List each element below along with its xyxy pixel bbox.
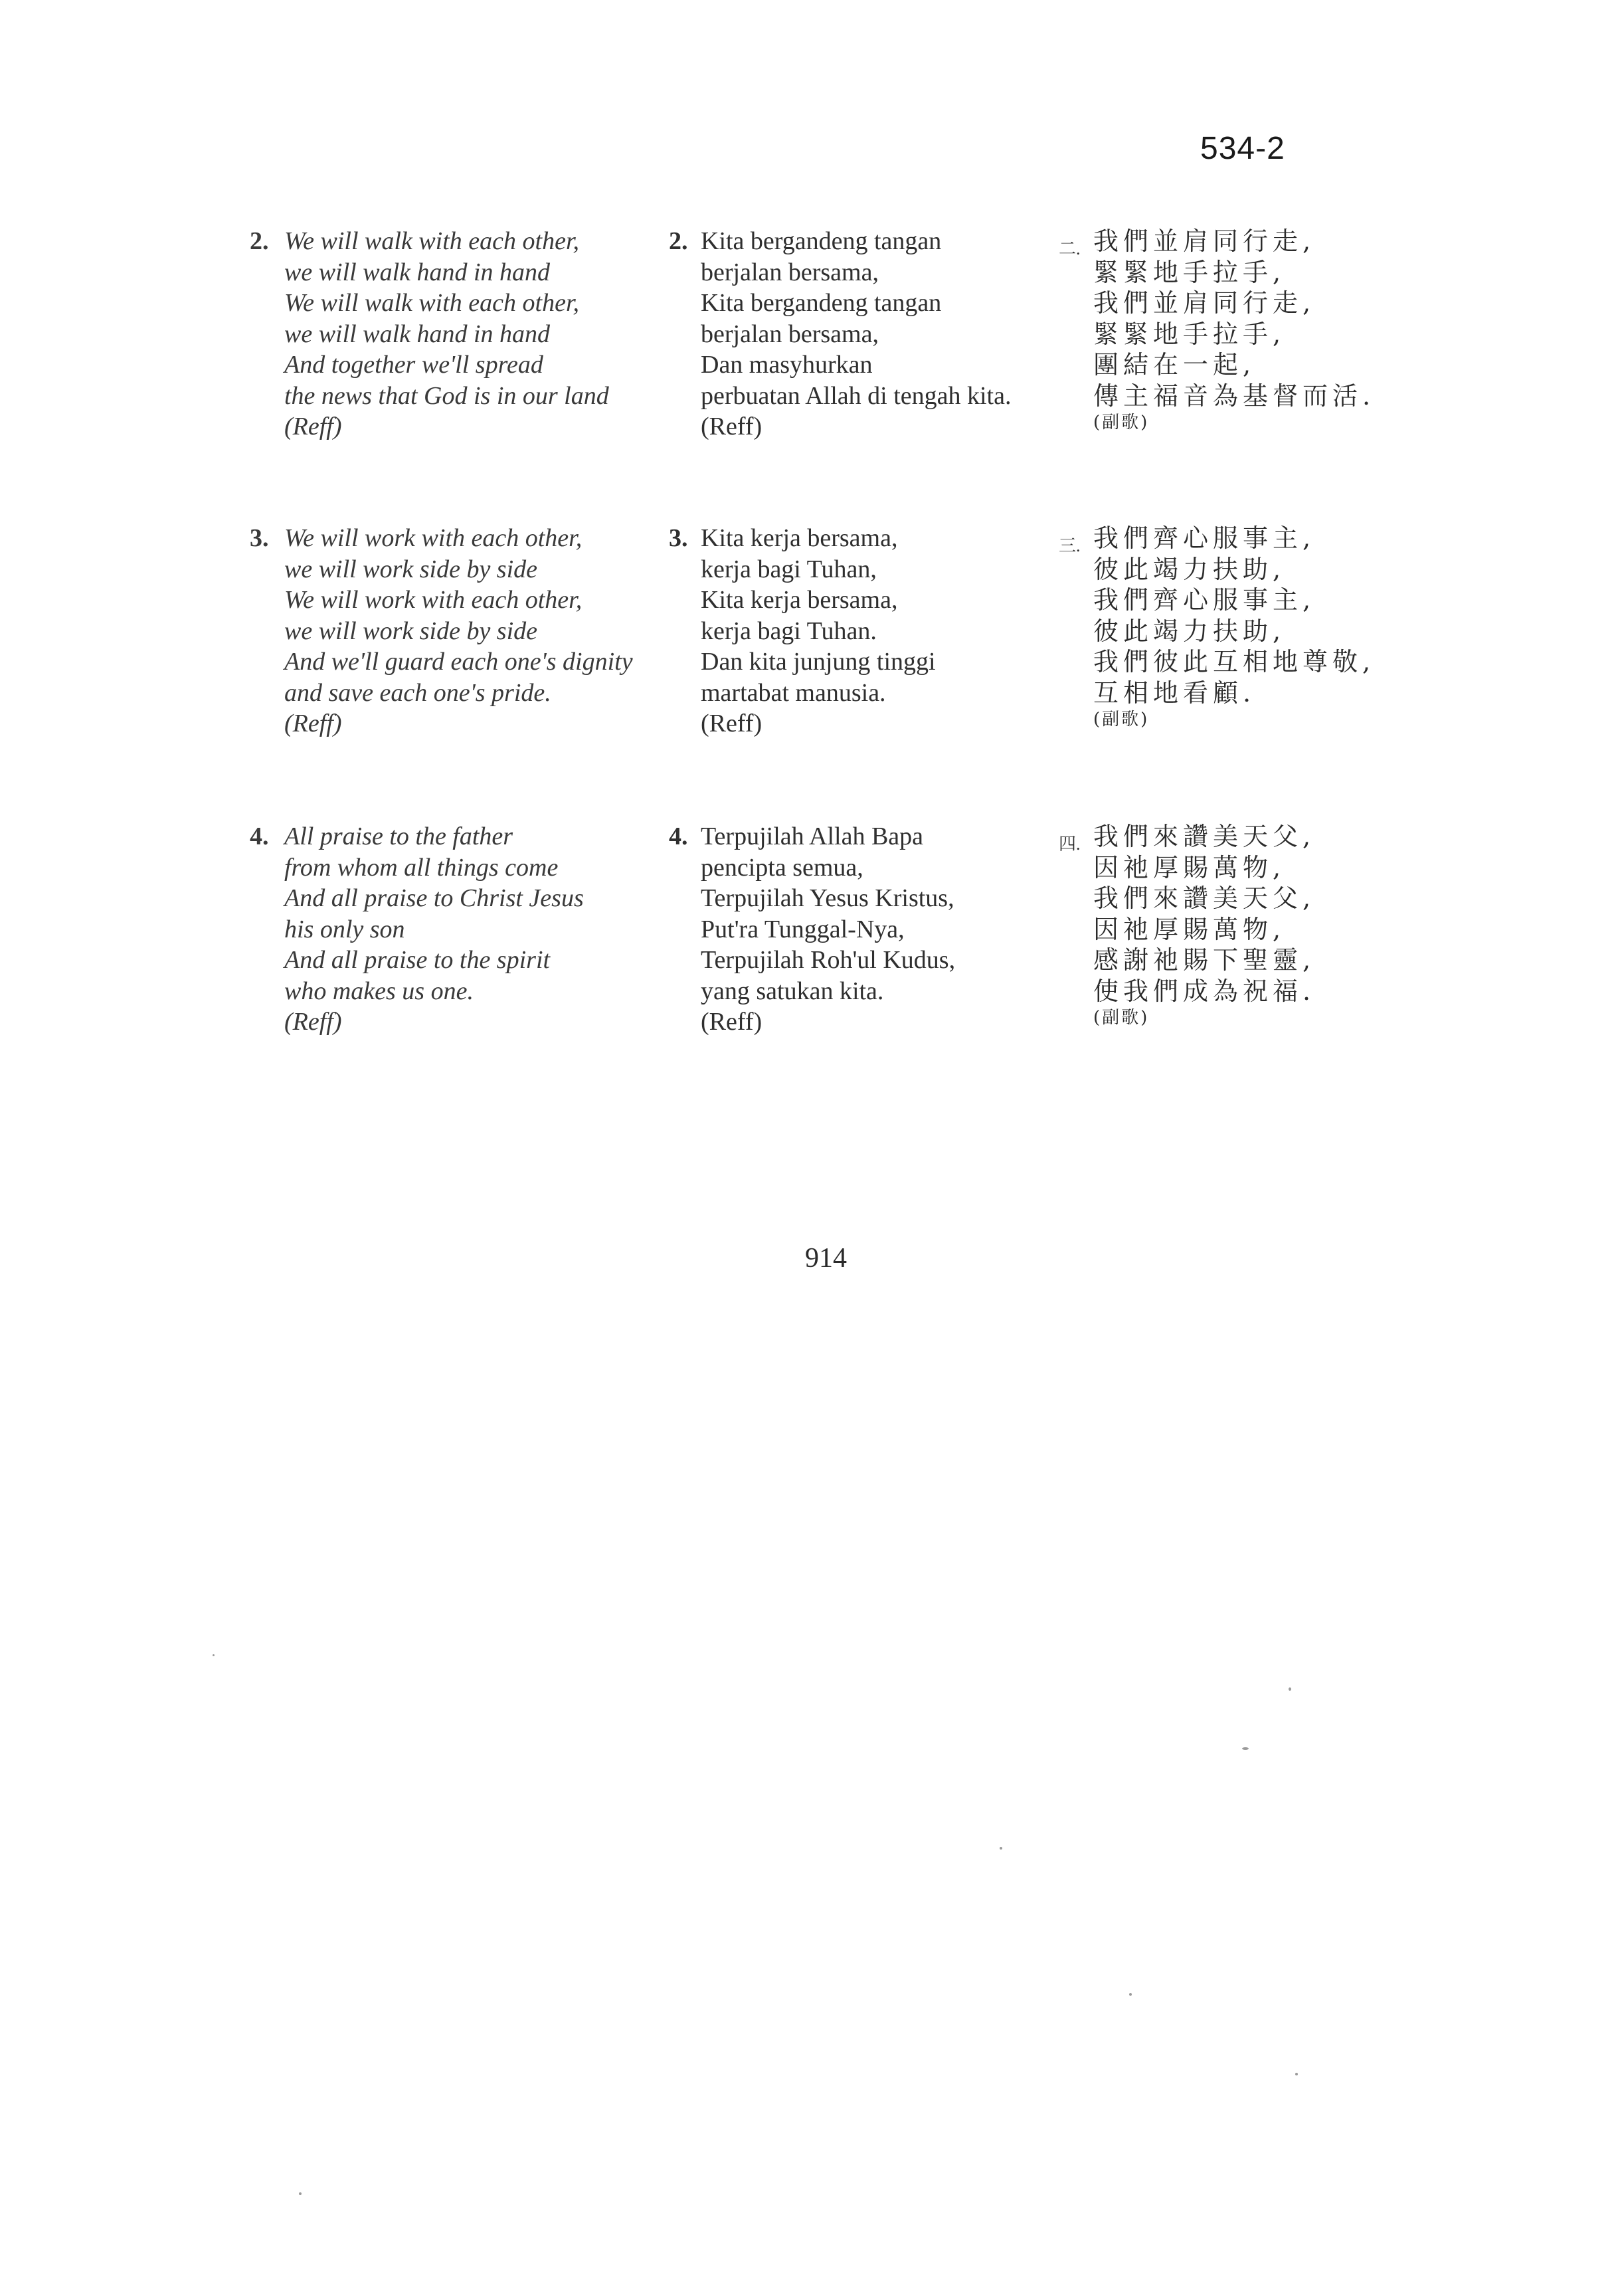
lyric-line: 使我們成為祝福. bbox=[1093, 976, 1316, 1006]
lyric-line: we will work side by side bbox=[284, 617, 538, 645]
verse-number: 3. bbox=[250, 524, 269, 552]
verse-4-english bbox=[250, 821, 584, 1038]
refrain-marker: (副歌) bbox=[1093, 1008, 1150, 1028]
lyric-line: 我們齊心服事主, bbox=[1093, 585, 1316, 615]
lyric-line: And together we'll spread bbox=[284, 351, 543, 379]
refrain-marker: (副歌) bbox=[1093, 413, 1150, 432]
scan-speck bbox=[1242, 1747, 1249, 1750]
lyric-line: And all praise to Christ Jesus bbox=[284, 884, 584, 912]
lyric-line: we will walk hand in hand bbox=[284, 320, 551, 348]
lyric-line: and save each one's pride. bbox=[284, 678, 551, 707]
lyric-line: We will work with each other, bbox=[284, 586, 583, 614]
lyric-line: kerja bagi Tuhan, bbox=[701, 555, 877, 583]
lyric-line: Terpujilah Roh'ul Kudus, bbox=[701, 946, 956, 974]
lyric-line: 我們彼此互相地尊敬, bbox=[1093, 647, 1376, 676]
verse-4-chinese bbox=[1059, 821, 1316, 1029]
lyric-line: 彼此竭力扶助, bbox=[1093, 616, 1286, 646]
verse-3-english bbox=[250, 523, 633, 739]
verse-number: 二. bbox=[1059, 239, 1081, 258]
refrain-marker: (Reff) bbox=[701, 413, 763, 440]
lyric-line: Terpujilah Allah Bapa bbox=[701, 822, 924, 850]
verse-number: 4. bbox=[250, 822, 269, 850]
lyric-line: Kita bergandeng tangan bbox=[701, 289, 942, 317]
verse-number: 2. bbox=[669, 227, 688, 255]
verse-number: 4. bbox=[669, 822, 688, 850]
refrain-marker: (Reff) bbox=[701, 1008, 763, 1036]
lyric-line: Kita kerja bersama, bbox=[701, 586, 898, 614]
verse-number: 2. bbox=[250, 227, 269, 255]
lyric-line: berjalan bersama, bbox=[701, 320, 879, 348]
lyric-line: 我們來讚美天父, bbox=[1093, 822, 1316, 851]
lyric-line: Kita bergandeng tangan bbox=[701, 227, 942, 255]
lyric-line: Kita kerja bersama, bbox=[701, 524, 898, 552]
lyric-line: we will work side by side bbox=[284, 555, 538, 583]
lyric-line: his only son bbox=[284, 915, 405, 943]
page-number: 914 bbox=[805, 1243, 847, 1274]
lyric-line: And all praise to the spirit bbox=[284, 946, 551, 974]
refrain-marker: (副歌) bbox=[1093, 710, 1150, 729]
lyric-line: berjalan bersama, bbox=[701, 258, 879, 286]
lyric-line: 我們齊心服事主, bbox=[1093, 524, 1316, 553]
lyric-line: 我們並肩同行走, bbox=[1093, 227, 1316, 256]
verse-3-indonesian bbox=[669, 523, 936, 739]
refrain-marker: (Reff) bbox=[284, 1008, 342, 1036]
lyric-line: pencipta semua, bbox=[701, 853, 863, 882]
hymn-number: 534-2 bbox=[1200, 131, 1285, 166]
lyric-line: martabat manusia. bbox=[701, 678, 886, 707]
verse-number: 3. bbox=[669, 524, 688, 552]
refrain-marker: (Reff) bbox=[284, 413, 342, 440]
scan-speck bbox=[1129, 1993, 1132, 1996]
lyric-line: 因祂厚賜萬物, bbox=[1093, 852, 1286, 882]
verse-3-chinese bbox=[1059, 523, 1376, 731]
lyric-line: 團結在一起, bbox=[1093, 350, 1256, 379]
lyric-line: who makes us one. bbox=[284, 977, 474, 1005]
lyric-line: 緊緊地手拉手, bbox=[1093, 257, 1286, 287]
lyric-line: We will work with each other, bbox=[284, 524, 583, 552]
lyric-line: 緊緊地手拉手, bbox=[1093, 319, 1286, 349]
lyric-line: All praise to the father bbox=[284, 822, 513, 850]
verse-2-chinese bbox=[1059, 226, 1376, 434]
verse-number: 四. bbox=[1059, 834, 1081, 854]
lyric-line: 互相地看顧. bbox=[1093, 678, 1256, 708]
lyric-line: perbuatan Allah di tengah kita. bbox=[701, 381, 1012, 410]
refrain-marker: (Reff) bbox=[284, 710, 342, 737]
lyric-line: we will walk hand in hand bbox=[284, 258, 551, 286]
lyric-line: We will walk with each other, bbox=[284, 289, 580, 317]
lyric-line: 我們並肩同行走, bbox=[1093, 288, 1316, 318]
lyric-line: Dan masyhurkan bbox=[701, 351, 873, 379]
lyric-line: kerja bagi Tuhan. bbox=[701, 617, 877, 645]
refrain-marker: (Reff) bbox=[701, 710, 763, 737]
lyric-line: And we'll guard each one's dignity bbox=[284, 648, 633, 676]
lyric-line: 我們來讚美天父, bbox=[1093, 884, 1316, 913]
lyric-line: Terpujilah Yesus Kristus, bbox=[701, 884, 954, 912]
lyric-line: yang satukan kita. bbox=[701, 977, 884, 1005]
lyric-line: 彼此竭力扶助, bbox=[1093, 554, 1286, 584]
lyric-line: 因祂厚賜萬物, bbox=[1093, 914, 1286, 944]
lyric-line: 傳主福音為基督而活. bbox=[1093, 381, 1376, 411]
lyric-line: Dan kita junjung tinggi bbox=[701, 648, 936, 676]
verse-number: 三. bbox=[1059, 536, 1081, 555]
verse-2-indonesian bbox=[669, 226, 1012, 442]
lyric-line: Put'ra Tunggal-Nya, bbox=[701, 915, 905, 943]
scan-speck bbox=[213, 1654, 215, 1656]
scan-speck bbox=[299, 2192, 302, 2195]
verse-2-english bbox=[250, 226, 609, 442]
lyric-line: from whom all things come bbox=[284, 853, 559, 882]
lyric-line: the news that God is in our land bbox=[284, 381, 609, 410]
scan-speck bbox=[1295, 2073, 1298, 2075]
lyric-line: 感謝祂賜下聖靈, bbox=[1093, 945, 1316, 975]
verse-4-indonesian bbox=[669, 821, 956, 1038]
scan-speck bbox=[1000, 1847, 1002, 1850]
lyric-line: We will walk with each other, bbox=[284, 227, 580, 255]
scan-speck bbox=[1289, 1687, 1291, 1691]
